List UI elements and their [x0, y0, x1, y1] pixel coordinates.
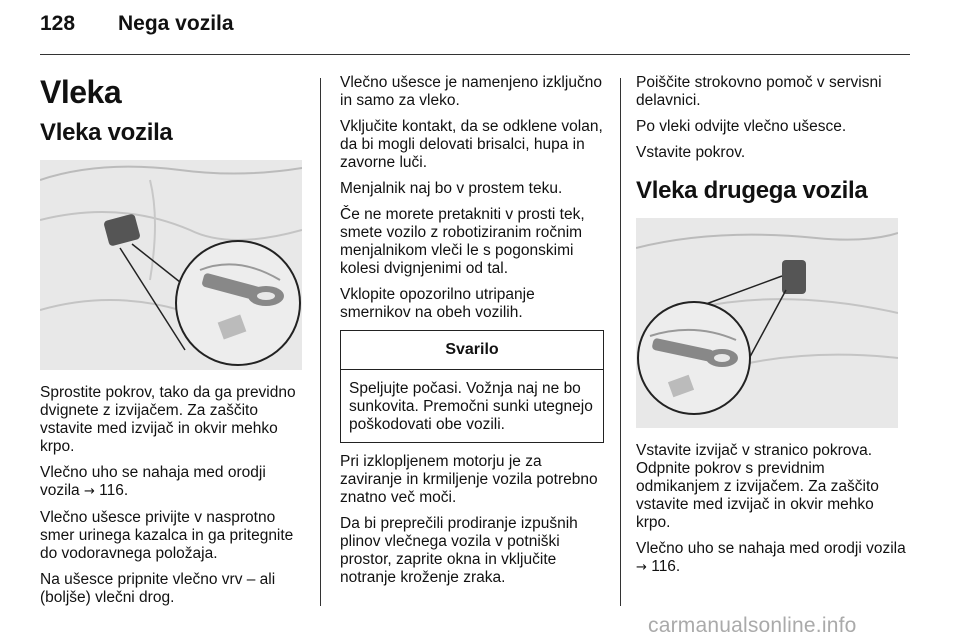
paragraph-4: Vstavite izvijač v stranico pokrova. Odpnite pokrov s previdnim odmikanjem z izvijačem. Za zaščito vstavite med izvijač in okvir mehko krpo.	[636, 442, 879, 531]
paragraph-2	[40, 464, 304, 501]
column-1	[40, 74, 304, 615]
paragraph-5: Vklopite opozorilno utripanje smernikov na obeh vozilih.	[340, 286, 535, 321]
paragraph-1: Poiščite strokovno pomoč v servisni delavnici.	[636, 74, 882, 109]
paragraph-3: Vstavite pokrov.	[636, 144, 746, 161]
page-header	[40, 12, 234, 36]
page-number: 128	[40, 12, 76, 35]
page-ref: 116.	[99, 482, 129, 499]
page-ref-icon: →	[636, 560, 647, 575]
paragraph-4: Če ne morete pretakniti v prosti tek, smete vozilo z robotiziranim ročnim menjalnikom vleči le s pogonskimi kolesi dvignjenimi od tal.	[340, 206, 585, 277]
paragraph-2: Po vleki odvijte vlečno ušesce.	[636, 118, 847, 135]
column-divider-2	[620, 78, 621, 606]
paragraph-3: Vlečno ušesce privijte v nasprotno smer urinega kazalca in ga pritegnite do vodoravnega položaja.	[40, 509, 294, 562]
heading-main: Vleka	[40, 74, 122, 110]
column-2	[340, 74, 604, 595]
heading-tow-other: Vleka drugega vozila	[636, 177, 868, 204]
header-rule	[40, 54, 910, 55]
section-title: Nega vozila	[118, 12, 234, 35]
paragraph-2-text: Vlečno uho se nahaja med orodji vozila	[40, 464, 266, 499]
paragraph-4: Na ušesce pripnite vlečno vrv – ali (boljše) vlečni drog.	[40, 571, 276, 606]
tow-eye-front-figure	[40, 160, 302, 370]
tow-eye-rear-figure	[636, 218, 898, 428]
paragraph-5-text: Vlečno uho se nahaja med orodji vozila	[636, 540, 906, 557]
page-ref-icon: →	[83, 484, 95, 499]
warning-box	[340, 330, 604, 443]
paragraph-2: Vključite kontakt, da se odklene volan, da bi mogli delovati brisalci, hupa in zavorne luči.	[340, 118, 603, 171]
paragraph-5	[636, 540, 906, 577]
paragraph-6: Pri izklopljenem motorju je za zaviranje in krmiljenje vozila potrebno znatno več moči.	[340, 453, 598, 506]
page-ref: 116.	[651, 558, 681, 575]
watermark: carmanualsonline.info	[648, 614, 857, 637]
paragraph-7: Da bi preprečili prodiranje izpušnih plinov vlečnega vozila v potniški prostor, zaprite okna in vključite notranje kroženje zraka.	[340, 515, 578, 586]
heading-sub: Vleka vozila	[40, 119, 173, 146]
paragraph-1: Vlečno ušesce je namenjeno izključno in samo za vleko.	[340, 74, 602, 109]
warning-title: Svarilo	[341, 331, 603, 370]
paragraph-1: Sprostite pokrov, tako da ga previdno dvignete z izvijačem. Za zaščito vstavite med izvijač in okvir mehko krpo.	[40, 384, 296, 455]
tow-eye-front-icon	[40, 160, 302, 370]
column-3	[636, 74, 906, 585]
paragraph-3: Menjalnik naj bo v prostem teku.	[340, 180, 563, 197]
column-divider-1	[320, 78, 321, 606]
warning-body: Speljujte počasi. Vožnja naj ne bo sunkovita. Premočni sunki utegnejo poškodovati obe vozili.	[349, 380, 593, 433]
tow-eye-rear-icon	[636, 218, 898, 428]
